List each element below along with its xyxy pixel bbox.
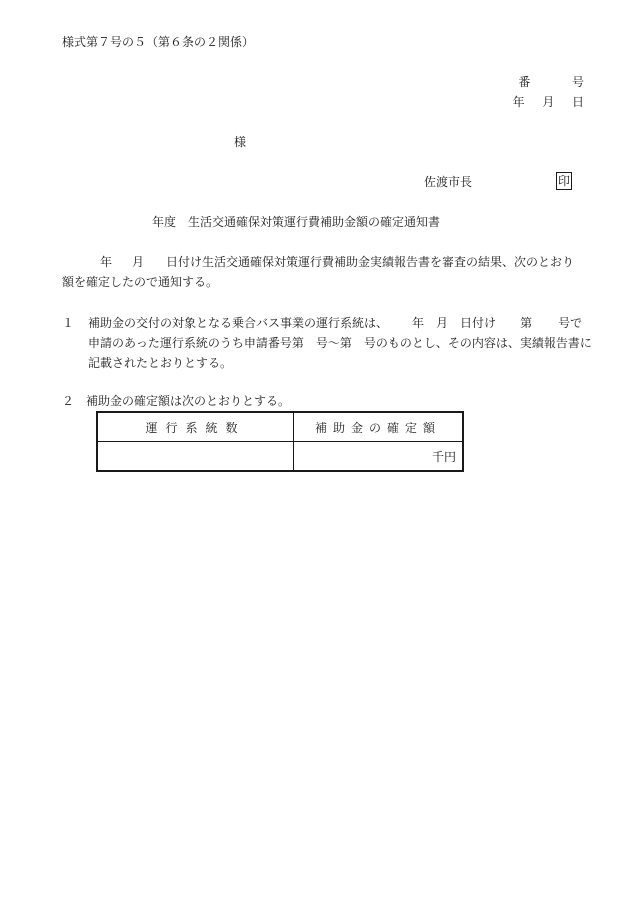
table-row [97,442,463,472]
item-1-line1-text: 補助金の交付の対象となる乗合バス事業の運行系統は、 [88,316,389,330]
body-year: 年 [100,255,113,269]
form-identifier: 様式第７号の５（第６条の２関係） [62,35,255,49]
item-1-number: １ [62,316,75,330]
date-year: 年 [512,95,525,109]
document-number-line [518,74,584,90]
date-month: 月 [542,95,555,109]
body-text-line1: 日付け生活交通確保対策運行費補助金実績報告書を審査の結果、次のとおり [166,255,575,269]
sender-name: 佐渡市長 [424,175,473,189]
issue-date-line [513,94,584,110]
item-1-line1 [88,313,586,333]
body-month: 月 [132,255,145,269]
number-suffix: 号 [571,75,584,89]
item-1-month: 月 [436,316,449,330]
item-2 [62,393,290,409]
item-2-number: ２ [62,394,75,408]
item-1 [62,313,592,373]
seal-mark: 印 [558,174,571,188]
cell-confirmed-amount: 千円 [294,442,464,472]
document-title: 年度 生活交通確保対策運行費補助金額の確定通知書 [152,215,441,229]
item-1-dai: 第 [520,316,533,330]
subsidy-amount-table [96,411,464,472]
number-label: 番 [518,75,531,89]
item-1-go: 号で [558,316,583,330]
item-1-year: 年 [412,316,425,330]
table-header-row [97,412,463,442]
item-1-line3: 記載されたとおりとする。 [88,356,233,370]
addressee-honorific: 様 [234,135,247,149]
item-1-line2: 申請のあった運行系統のうち申請番号第 号～第 号のものとし、その内容は、実績報告書に [88,336,592,350]
header-route-count: 運行系統数 [97,412,294,442]
item-2-text: 補助金の確定額は次のとおりとする。 [86,394,291,408]
body-paragraph [62,252,584,292]
cell-route-count [97,442,294,472]
item-1-day: 日付け [460,316,497,330]
date-day: 日 [571,95,584,109]
body-text-line2: 額を確定したので通知する。 [62,275,219,289]
header-confirmed-amount: 補助金の確定額 [294,412,464,442]
